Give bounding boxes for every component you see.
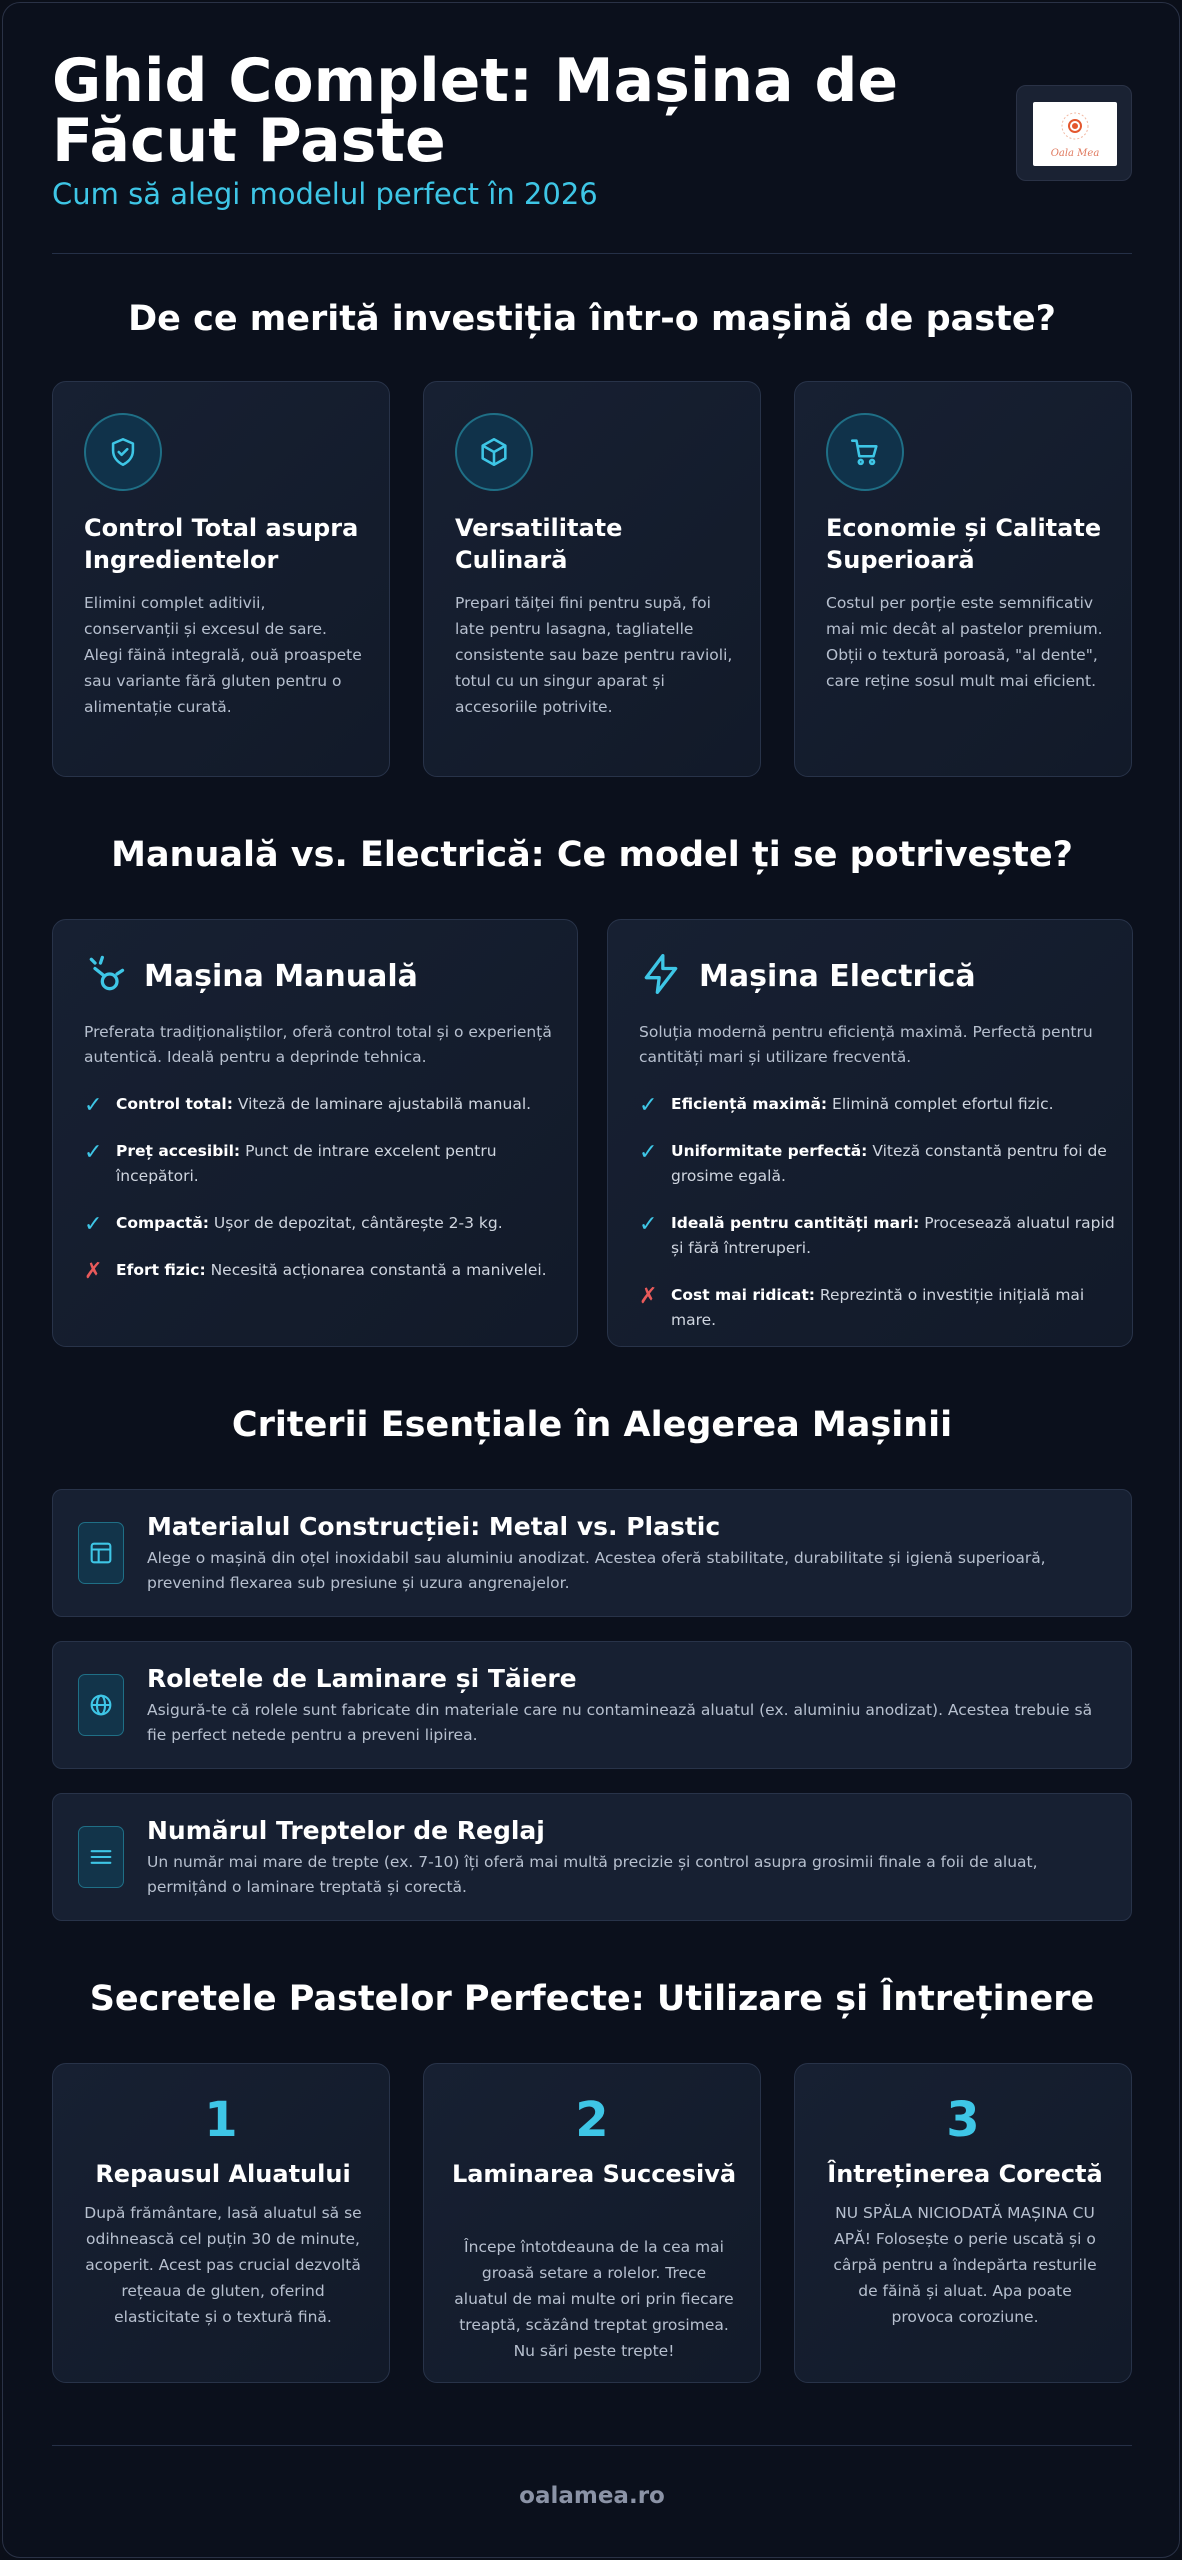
benefit-text: Prepari tăiței fini pentru supă, foi late pentru lasagna, tagliatelle consistente sau baze pentru ravioli, totul cu un singur aparat și accesoriile potrivite.: [455, 594, 733, 716]
page-subtitle: Cum să alegi modelul perfect în 2026: [52, 177, 598, 211]
benefit-text: Costul per porție este semnificativ mai mic decât al pastelor premium. Obții o textură poroasă, "al dente", care reține sosul mult mai eficient.: [826, 594, 1103, 690]
step-title: Laminarea Succesivă: [451, 2160, 737, 2188]
criterion-text: Alege o mașină din oțel inoxidabil sau aluminiu anodizat. Acestea oferă stabilitate, durabilitate și igienă superioară, prevenind flexarea sub presiune și uzura angrenajelor.: [147, 1549, 1046, 1592]
electric-title: Mașina Electrică: [699, 958, 976, 994]
cart-icon: [826, 413, 904, 491]
section-title-compare: Manuală vs. Electrică: Ce model ți se potrivește?: [111, 835, 1073, 875]
section-title-criteria: Criterii Esențiale în Alegerea Mașinii: [231, 1405, 953, 1445]
manual-machine-card: [52, 919, 578, 1347]
logo: [1033, 102, 1117, 166]
list-item: ✗ Cost mai ridicat: Reprezintă o investiție inițială mai mare.: [639, 1284, 1085, 1329]
criterion-material: [52, 1489, 1132, 1617]
criterion-title: Numărul Treptelor de Reglaj: [147, 1816, 545, 1845]
section-title-tips: Secretele Pastelor Perfecte: Utilizare și Întreținere: [89, 1979, 1095, 2019]
benefit-card-economy: [794, 381, 1132, 777]
list-item: ✗ Efort fizic: Necesită acționarea constantă a manivelei.: [84, 1259, 547, 1284]
infographic-page: [2, 2, 1180, 2558]
list-item: ✓ Control total: Viteză de laminare ajustabilă manual.: [84, 1093, 532, 1118]
page-title: Ghid Complet: Mașina de Făcut Paste: [52, 46, 899, 176]
check-icon: ✓: [639, 1093, 658, 1118]
shield-check-icon: [84, 413, 162, 491]
criterion-text: Un număr mai mare de trepte (ex. 7-10) îți oferă mai multă precizie și control asupra grosimii finale a foii de aluat, permițând o laminare treptată și corectă.: [147, 1853, 1038, 1896]
criterion-rollers: [52, 1641, 1132, 1769]
criterion-title: Materialul Construcției: Metal vs. Plastic: [147, 1512, 721, 1541]
criterion-title: Roletele de Laminare și Tăiere: [147, 1664, 577, 1693]
step-title: Repausul Aluatului: [95, 2160, 351, 2188]
header: [52, 46, 1132, 211]
layout-icon: [78, 1522, 124, 1584]
cube-icon: [455, 413, 533, 491]
check-icon: ✓: [639, 1140, 658, 1165]
criterion-settings: [52, 1793, 1132, 1921]
list-item: ✓ Uniformitate perfectă: Viteză constantă pentru foi de grosime egală.: [639, 1140, 1107, 1185]
benefit-title: Control Total asupra Ingredientelor: [84, 514, 359, 574]
step-text: NU SPĂLA NICIODATĂ MAȘINA CU APĂ! Folosește o perie uscată și o cârpă pentru a îndepărta resturile de făină și aluat. Apa poate provoca coroziune.: [833, 2204, 1097, 2326]
check-icon: ✓: [84, 1093, 103, 1118]
divider: [52, 2445, 1132, 2446]
electric-header: [639, 952, 976, 1000]
list-item: ✓ Preț accesibil: Punct de intrare excelent pentru începători.: [84, 1140, 497, 1185]
list-item: ✓ Eficiență maximă: Elimină complet efortul fizic.: [639, 1093, 1054, 1118]
step-text: Începe întotdeauna de la cea mai groasă setare a rolelor. Trece aluatul de mai multe ori prin fiecare treaptă, scăzând treptat grosimea. Nu sări peste trepte!: [454, 2238, 734, 2360]
benefit-card-versatility: [423, 381, 761, 777]
hand-crank-icon: [84, 952, 144, 1000]
tip-card-laminating: [423, 2063, 761, 2383]
footer-site-link[interactable]: oalamea.ro: [519, 2483, 665, 2509]
manual-feature-list: [84, 1092, 564, 1305]
check-icon: ✓: [84, 1212, 103, 1237]
electric-intro: Soluția modernă pentru eficiență maximă. Perfectă pentru cantități mari și utilizare frecventă.: [639, 1023, 1093, 1066]
manual-title: Mașina Manuală: [144, 958, 418, 994]
lightning-icon: [639, 952, 699, 1000]
tip-card-maintenance: [794, 2063, 1132, 2383]
section-title-why: De ce merită investiția într-o mașină de paste?: [128, 299, 1056, 339]
step-number: 2: [575, 2092, 609, 2148]
logo-frame: [1016, 85, 1132, 181]
menu-lines-icon: [78, 1826, 124, 1888]
electric-machine-card: [607, 919, 1133, 1347]
benefit-card-ingredients: [52, 381, 390, 777]
list-item: ✓ Compactă: Ușor de depozitat, cântărește 2-3 kg.: [84, 1212, 503, 1237]
cross-icon: ✗: [84, 1259, 103, 1284]
check-icon: ✓: [639, 1212, 658, 1237]
benefit-text: Elimini complet aditivii, conservanții și excesul de sare. Alegi făină integrală, ouă proaspete sau variante fără gluten pentru o alimentație curată.: [84, 594, 362, 716]
divider: [52, 253, 1132, 254]
benefit-title: Versatilitate Culinară: [455, 514, 623, 574]
manual-intro: Preferata tradiționaliștilor, oferă control total și o experiență autentică. Ideală pentru a deprinde tehnica.: [84, 1023, 552, 1066]
criterion-text: Asigură-te că rolele sunt fabricate din materiale care nu contaminează aluatul (ex. aluminiu anodizat). Acestea trebuie să fie perfect netede pentru a preveni lipirea.: [147, 1701, 1093, 1744]
check-icon: ✓: [84, 1140, 103, 1165]
step-title: Întreținerea Corectă: [827, 2160, 1103, 2188]
globe-icon: [78, 1674, 124, 1736]
step-number: 3: [946, 2092, 980, 2148]
list-item: ✓ Ideală pentru cantități mari: Procesează aluatul rapid și fără întreruperi.: [639, 1212, 1115, 1257]
benefit-title: Economie și Calitate Superioară: [826, 514, 1102, 574]
cross-icon: ✗: [639, 1284, 658, 1309]
tip-card-rest: [52, 2063, 390, 2383]
manual-header: [84, 952, 418, 1000]
electric-feature-list: [639, 1092, 1119, 1355]
svg-text:Oala Mea: Oala Mea: [1050, 148, 1100, 159]
step-number: 1: [204, 2092, 238, 2148]
step-text: După frământare, lasă aluatul să se odihnească cel puțin 30 de minute, acoperit. Acest pas crucial dezvoltă rețeaua de gluten, oferind elasticitate și o textură fină.: [84, 2204, 362, 2326]
